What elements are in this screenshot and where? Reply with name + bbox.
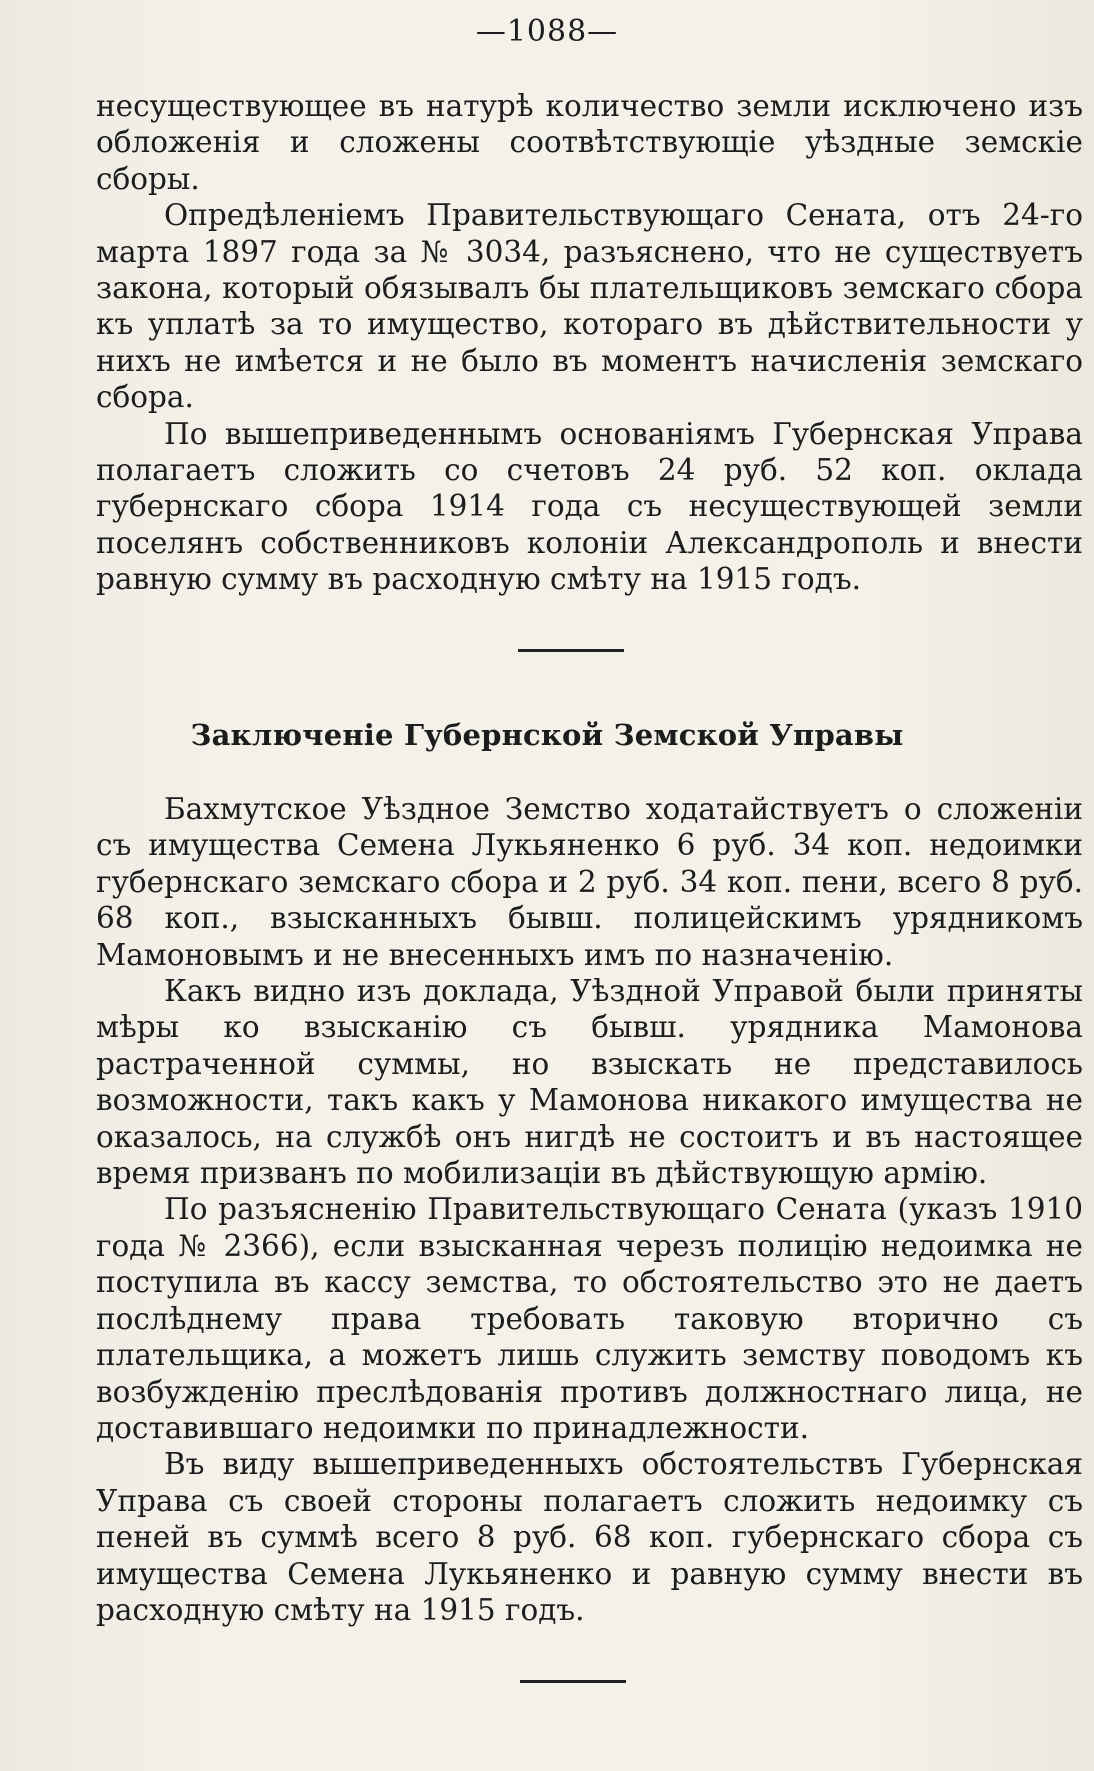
page-number: —1088— bbox=[475, 14, 619, 49]
paragraph-5: Какъ видно изъ доклада, Уѣздной Управой были приняты мѣры ко взысканію съ бывш. урядника Мамонова растраченной суммы, но взыскать не представилось возможности, такъ какъ у Мамонова никакого имущества не оказалось, на службѣ онъ нигдѣ не состоитъ и въ настоящее время призванъ по мобилизаціи въ дѣйствующую армію. bbox=[96, 974, 1083, 1191]
section-1 bbox=[96, 88, 1083, 598]
paragraph-2: Опредѣленіемъ Правительствующаго Сената, отъ 24-го марта 1897 года за № 3034, разъяснено, что не существуетъ закона, который обязывалъ бы плательщиковъ земскаго сбора къ уплатѣ за то имущество, котораго въ дѣйствительности у нихъ не имѣется и не было въ моментъ начисленія земскаго сбора. bbox=[96, 198, 1083, 415]
paragraph-7: Въ виду вышеприведенныхъ обстоятельствъ Губернская Управа съ своей стороны полагаетъ сложить недоимку съ пеней въ суммѣ всего 8 руб. 68 коп. губернскаго сбора съ имущества Семена Лукьяненко и равную сумму внести въ расходную смѣту на 1915 годъ. bbox=[96, 1447, 1083, 1627]
paragraph-3: По вышеприведеннымъ основаніямъ Губернская Управа полагаетъ сложить со счетовъ 24 руб. 52 коп. оклада губернскаго сбора 1914 года съ несуществующей земли поселянъ собственниковъ колоніи Александрополь и внести равную сумму въ расходную смѣту на 1915 годъ. bbox=[96, 416, 1083, 597]
section-heading: Заключеніе Губернской Земской Управы bbox=[190, 718, 904, 752]
section-2 bbox=[96, 791, 1083, 1628]
paragraph-6: По разъясненію Правительствующаго Сената (указъ 1910 года № 2366), если взысканная черезъ полицію недоимка не поступила въ кассу земства, то обстоятельство это не даетъ послѣднему права требовать таковую вторично съ плательщика, а можетъ лишь служить земству поводомъ къ возбужденію преслѣдованія противъ должностнаго лица, не доставившаго недоимки по принадлежности. bbox=[96, 1192, 1083, 1445]
section-divider-bottom bbox=[520, 1680, 626, 1683]
paragraph-4: Бахмутское Уѣздное Земство ходатайствуетъ о сложеніи съ имущества Семена Лукьяненко 6 руб. 34 коп. недоимки губернскаго земскаго сбора и 2 руб. 34 коп. пени, всего 8 руб. 68 коп., взысканныхъ бывш. полицейскимъ урядникомъ Мамоновымъ и не внесенныхъ имъ по назначенію. bbox=[96, 792, 1083, 972]
paragraph-1: несуществующее въ натурѣ количество земли исключено изъ обложенія и сложены соотвѣтствующіе уѣздные земскіе сборы. bbox=[96, 89, 1083, 196]
section-divider-top bbox=[518, 649, 624, 652]
